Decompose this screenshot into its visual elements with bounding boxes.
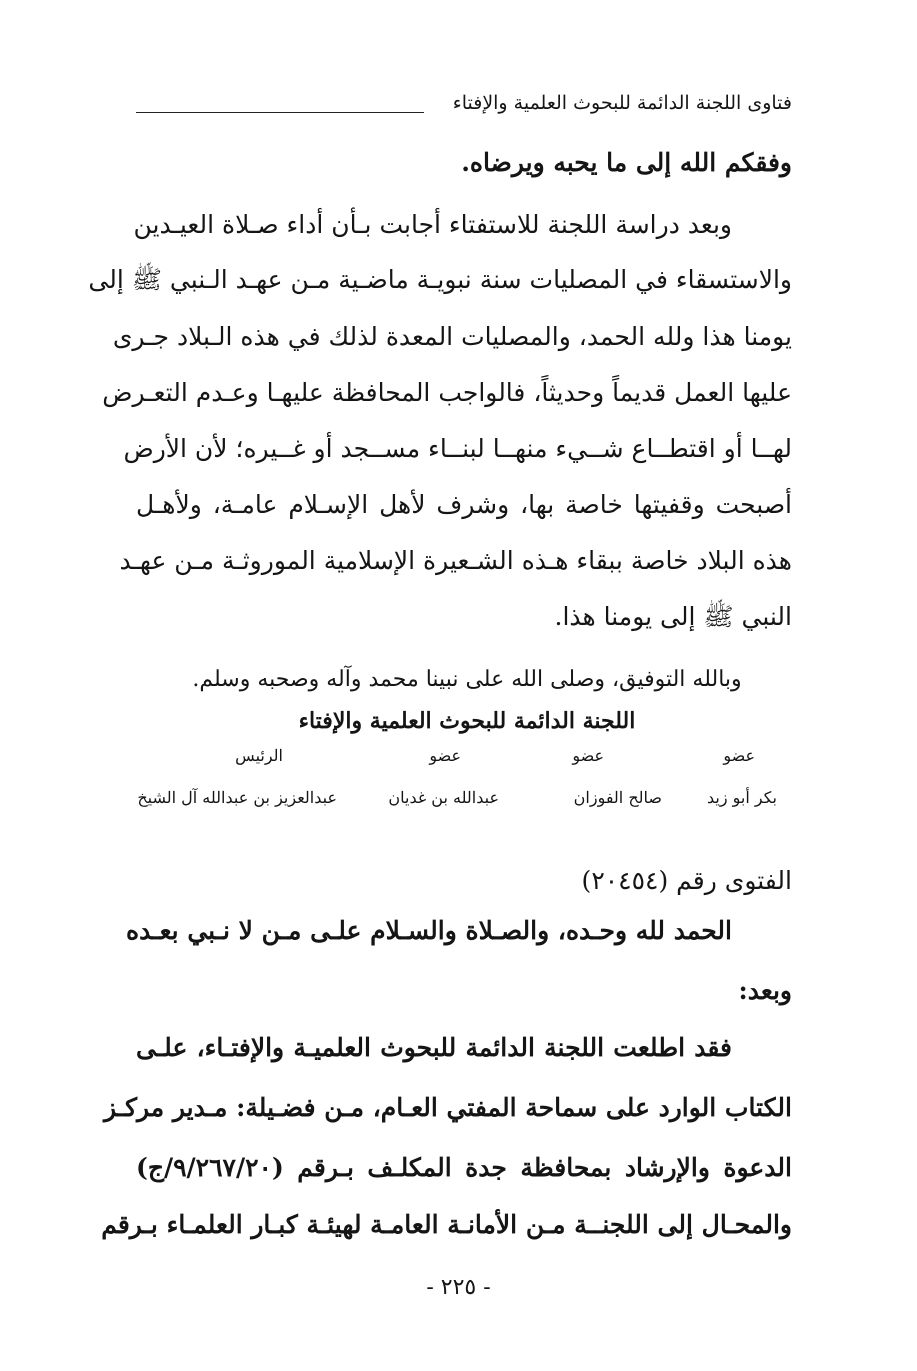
paragraph-line: أصبحت وقفيتها خاصة بها، وشرف لأهل الإسـلام عامـة، ولأهـل (136, 490, 792, 519)
fatwa-number: الفتوى رقم (٢٠٤٥٤) (581, 866, 792, 895)
closing-line: وبالله التوفيق، وصلى الله على نبينا محمد وآله وصحبه وسلم. (192, 667, 742, 692)
paragraph-line: هذه البلاد خاصة ببقاء هـذه الشـعيرة الإسلامية الموروثـة مـن عهـد (119, 546, 792, 575)
header-title: فتاوى اللجنة الدائمة للبحوث العلمية والإفتاء (452, 92, 792, 114)
page-number: - ٢٢٥ - (426, 1275, 491, 1300)
paragraph-line: يومنا هذا ولله الحمد، والمصليات المعدة لذلك في هذه الـبلاد جـرى (112, 322, 792, 351)
fatwa-line: الحمد لله وحـده، والصـلاة والسـلام علـى مـن لا نـبي بعـده (126, 916, 732, 945)
signatory-role: عضو (572, 746, 604, 765)
signatory-name: عبدالله بن غديان (388, 788, 499, 807)
signatory-name: بكر أبو زيد (706, 788, 777, 807)
paragraph-line: عليها العمل قديماً وحديثاً، فالواجب المحافظة عليهـا وعـدم التعـرض (102, 378, 792, 407)
fatwa-line: الدعوة والإرشاد بمحافظة جدة المكلـف بـرقم (٩/٢٦٧/٢٠/ج) (136, 1153, 792, 1182)
signatory-name: عبدالعزيز بن عبدالله آل الشيخ (137, 788, 337, 807)
paragraph-line: النبي ﷺ إلى يومنا هذا. (554, 602, 792, 631)
running-header (136, 92, 792, 122)
signatory-role: الرئيس (235, 746, 283, 765)
fatwa-line: الكتاب الوارد على سماحة المفتي العـام، مـن فضـيلة: مـدير مركـز (103, 1093, 792, 1122)
signatory-role: عضو (429, 746, 461, 765)
fatwa-line: فقد اطلعت اللجنة الدائمة للبحوث العلميـة والإفتـاء، علـى (136, 1033, 732, 1062)
signatory-name: صالح الفوزان (573, 788, 662, 807)
paragraph-line: وبعد دراسة اللجنة للاستفتاء أجابت بـأن أداء صـلاة العيـدين (133, 210, 732, 239)
header-rule (136, 112, 424, 113)
fatwa-line: والمحـال إلى اللجنــة مـن الأمانـة العامـة لهيئـة كبـار العلمـاء بـرقم (101, 1210, 792, 1239)
signatory-role: عضو (723, 746, 755, 765)
intro-line: وفقكم الله إلى ما يحبه ويرضاه. (461, 148, 792, 177)
paragraph-line: لهــا أو اقتطــاع شــيء منهــا لبنــاء مســجد أو غــيره؛ لأن الأرض (123, 434, 792, 463)
fatwa-line: وبعد: (738, 976, 792, 1005)
committee-title: اللجنة الدائمة للبحوث العلمية والإفتاء (298, 708, 636, 734)
paragraph-line: والاستسقاء في المصليات سنة نبويـة ماضـية مـن عهـد الـنبي ﷺ إلى (88, 265, 792, 294)
